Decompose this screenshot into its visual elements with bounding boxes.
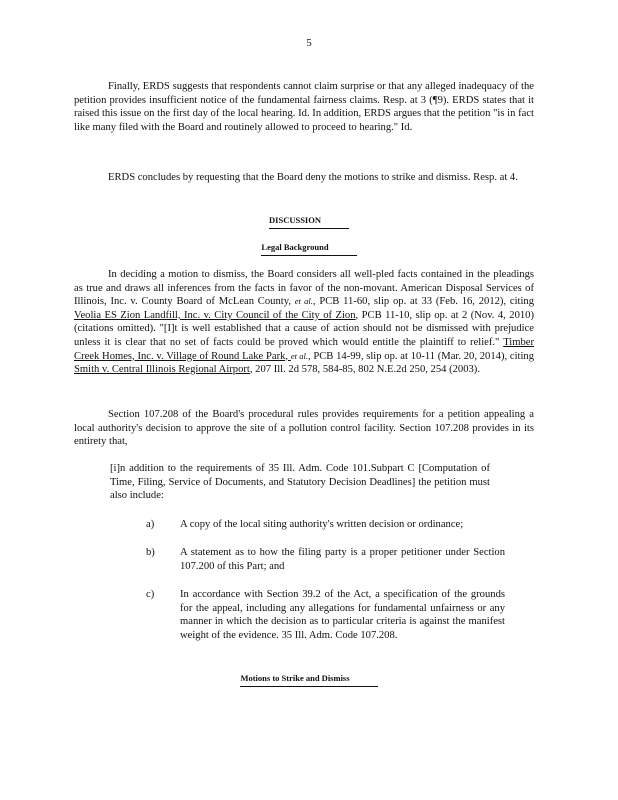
case-citation-timber-creek: Timber Creek Homes, Inc. v. Village of Round Lake Park, bbox=[74, 336, 534, 362]
paragraph-legal-standard: In deciding a motion to dismiss, the Board considers all well-pled facts contained in the pleadings as true and draws all inferences from the facts in favor of the non-movant. American Disposal Services of Illinois, Inc. v. County Board of McLean County, et al., PCB 11-60, slip op. at 33 (Feb. 16, 2012), citing Veolia ES Zion Landfill, Inc. v. City Council of the City of Zion, PCB 11-10, slip op. at 2 (Nov. 4, 2010) (citations omitted). "[I]t is well established that a cause of action should not be dismissed with prejudice unless it is clear that no set of facts could be proved which would entitle the plaintiff to relief." Timber Creek Homes, Inc. v. Village of Round Lake Park, et al., PCB 14-99, slip op. at 10-11 (Mar. 20, 2014), citing Smith v. Central Illinois Regional Airport, 207 Ill. 2d 578, 584-85, 802 N.E.2d 250, 254 (2003). bbox=[74, 269, 535, 376]
heading-discussion: DISCUSSION bbox=[0, 214, 618, 229]
heading-motions-to-strike: Motions to Strike and Dismiss bbox=[0, 672, 618, 687]
list-item-label: b) bbox=[146, 547, 155, 558]
list-item-label: a) bbox=[146, 519, 155, 530]
block-quote: [i]n addition to the requirements of 35 Ill. Adm. Code 101.Subpart C [Computation of Time, Filing, Service of Documents, and Statutory Decision Deadlines] the petition must also include: bbox=[110, 463, 490, 502]
paragraph-erds-concludes: ERDS concludes by requesting that the Board deny the motions to strike and dismiss. Resp. at 4. bbox=[108, 172, 518, 183]
paragraph-erds-surprise: Finally, ERDS suggests that respondents cannot claim surprise or that any alleged inadequacy of the petition provides insufficient notice of the fundamental fairness claims. Resp. at 3 (¶9). ERDS states that it raised this issue on the first day of the local hearing. Id. In addition, ERDS argues that the petition "is in fact like many filed with the Board and routinely allowed to proceed to hearing." Id. bbox=[74, 81, 534, 133]
page-number: 5 bbox=[306, 37, 312, 49]
list-item-label: c) bbox=[146, 589, 155, 600]
list-item-text: A statement as to how the filing party is a proper petitioner under Section 107.200 of this Part; and bbox=[180, 547, 505, 572]
list-item-text: A copy of the local siting authority's written decision or ordinance; bbox=[180, 519, 464, 530]
case-citation-veolia: Veolia ES Zion Landfill, Inc. v. City Council of the City of Zion bbox=[74, 309, 356, 321]
list-item-text: In accordance with Section 39.2 of the Act, a specification of the grounds for the appeal, including any allegations for fundamental unfairness or any manner in which the decision as to particular criteria is against the manifest weight of the evidence. 35 Ill. Adm. Code 107.208. bbox=[180, 589, 505, 641]
heading-legal-background: Legal Background bbox=[0, 241, 618, 256]
case-citation-smith: Smith v. Central Illinois Regional Airport bbox=[74, 364, 250, 376]
paragraph-section-107-208: Section 107.208 of the Board's procedural rules provides requirements for a petition appealing a local authority's decision to approve the site of a pollution control facility. Section 107.208 provides in its entirety that, bbox=[74, 409, 534, 448]
